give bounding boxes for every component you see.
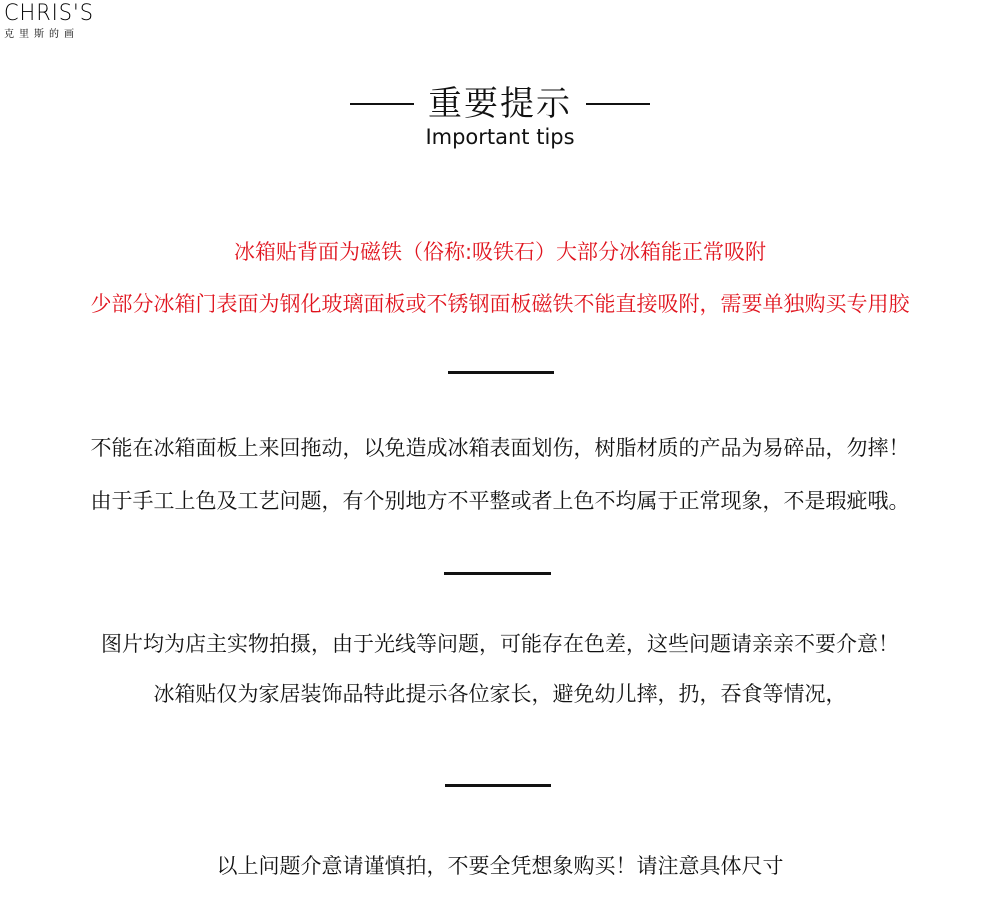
heading-line-left <box>350 103 414 105</box>
red-notice-line-1: 冰箱贴背面为磁铁（俗称:吸铁石）大部分冰箱能正常吸附 <box>233 240 767 264</box>
brand-logo <box>4 2 114 41</box>
divider-1 <box>448 371 554 374</box>
logo-english: CHRIS'S <box>4 1 94 26</box>
section4-line-1: 以上问题介意请谨慎拍，不要全凭想象购买！请注意具体尺寸 <box>216 854 784 878</box>
heading-subtitle: Important tips <box>425 125 575 149</box>
red-notice-line-2: 少部分冰箱门表面为钢化玻璃面板或不锈钢面板磁铁不能直接吸附，需要单独购买专用胶 <box>90 292 910 316</box>
divider-3 <box>445 784 551 787</box>
heading-title: 重要提示 <box>428 84 572 124</box>
section2-line-2: 由于手工上色及工艺问题，有个别地方不平整或者上色不均属于正常现象，不是瑕疵哦。 <box>90 489 910 513</box>
section3-line-2: 冰箱贴仅为家居装饰品特此提示各位家长，避免幼儿摔，扔，吞食等情况， <box>153 682 847 706</box>
logo-chinese: 克里斯的画 <box>4 29 79 40</box>
section3-line-1: 图片均为店主实物拍摄，由于光线等问题，可能存在色差，这些问题请亲亲不要介意！ <box>101 632 899 656</box>
divider-2 <box>444 572 551 575</box>
heading-line-right <box>586 103 650 105</box>
heading <box>0 84 1000 124</box>
section2-line-1: 不能在冰箱面板上来回拖动，以免造成冰箱表面划伤，树脂材质的产品为易碎品，勿摔！ <box>90 436 910 460</box>
